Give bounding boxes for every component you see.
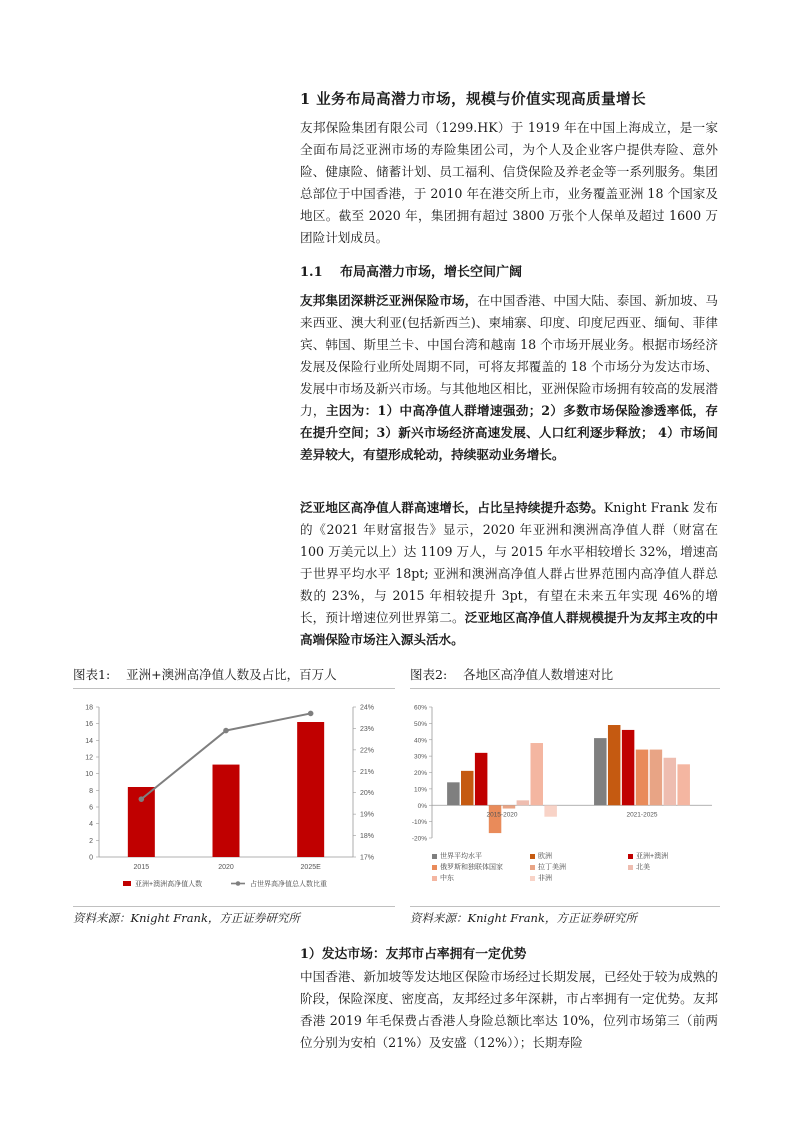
figure1-label: 图表1: (73, 667, 111, 682)
hnwi-growth-chart (410, 697, 720, 905)
figure1-top-rule (73, 688, 395, 689)
intro-paragraph: 友邦保险集团有限公司（1299.HK）于 1919 年在中国上海成立，是一家全面布局泛亚洲市场的寿险集团公司，为个人及企业客户提供寿险、意外险、健康险、储蓄计划、员工福利、信贷保险及养老金等一系列服务。集团总部位于中国香港，于 2010 年在港交所上市，业务覆盖亚洲 18 个国家及地区。截至 2020 年，集团拥有超过 3800 万张个人保单及超过 1600 万团险计划成员。 (300, 120, 718, 245)
y-tick-label: 18 (85, 704, 93, 712)
share-point-2015 (139, 796, 145, 802)
market-paragraph (300, 290, 718, 466)
hnwi-conclusion: 泛亚地区高净值人群规模提升为友邦主攻的中高端保险市场注入源头活水。 (300, 610, 719, 647)
y-tick-label: 16 (85, 721, 93, 729)
x-tick-label: 2015 (133, 864, 150, 871)
legend-swatch (432, 876, 437, 881)
bar-2021-2025-北美 (664, 758, 677, 805)
bar-2015-2020-亚洲+澳洲 (475, 753, 488, 805)
y-tick-label: 10 (85, 771, 93, 779)
legend-swatch (432, 854, 437, 859)
y-tick-label: 12 (85, 754, 93, 762)
y2-tick-label: 18% (360, 833, 375, 841)
y-tick-label: 60% (413, 704, 427, 712)
legend-label: 中东 (440, 875, 454, 882)
legend-item (530, 851, 552, 861)
developed-market-paragraph: 中国香港、新加坡等发达地区保险市场经过长期发展，已经处于较为成熟的阶段，保险深度、密度高，友邦经过多年深耕，市占率拥有一定优势。友邦香港 2019 年毛保费占香港人身险总额比率达 10%，位列市场第三（前两位分别为安柏（21%）及安盛（12%））；长期寿险 (300, 969, 718, 1050)
legend-swatch (530, 865, 535, 870)
bar-2015-2020-中东 (531, 743, 544, 805)
bar-2021-2025-俄罗斯和独联体国家 (636, 750, 649, 806)
legend-swatch (432, 865, 437, 870)
legend-marker-line (236, 881, 241, 886)
x-tick-label: 2025E (300, 864, 321, 871)
legend-label-bars: 亚洲+澳洲高净值人数 (135, 881, 203, 888)
figure2-bottom-rule (410, 906, 720, 907)
legend-item (628, 851, 668, 861)
y-tick-label: -20% (411, 835, 427, 843)
bar-2021-2025-世界平均水平 (594, 738, 607, 805)
legend-label: 俄罗斯和独联体国家 (440, 864, 503, 871)
legend-label: 非洲 (538, 875, 552, 882)
market-conclusion: 主因为：1）中高净值人群增速强劲；2）多数市场保险渗透率低，存在提升空间；3）新兴市场经济高速发展、人口红利逐步释放； 4）市场间差异较大，有望形成轮动，持续驱动业务增长。 (300, 403, 719, 462)
section-heading: 1 业务布局高潜力市场，规模与价值实现高质量增长 (300, 91, 647, 108)
y-tick-label: 10% (413, 786, 427, 794)
legend-swatch (530, 876, 535, 881)
bar-2015-2020-世界平均水平 (447, 782, 460, 805)
market-body: 在中国香港、中国大陆、泰国、新加坡、马来西亚、澳大利亚(包括新西兰)、柬埔寨、印度、印度尼西亚、缅甸、菲律宾、韩国、斯里兰卡、中国台湾和越南 18 个市场开展业务。根据市场经济发展及保险行业所处周期不同，可将友邦覆盖的 18 个市场分为发达市场、发展中市场及新兴市场。与其他地区相比，亚洲保险市场拥有较高的发展潜力， (300, 293, 719, 418)
y2-tick-label: 21% (360, 768, 375, 776)
hnwi-count-chart (73, 697, 395, 905)
subsection-number: 1.1 (300, 265, 323, 280)
y-tick-label: 20% (413, 770, 427, 777)
legend-item (530, 862, 566, 872)
developed-market-heading: 1）发达市场：友邦市占率拥有一定优势 (300, 947, 527, 962)
share-point-2025E (308, 711, 314, 717)
legend-item (432, 862, 503, 872)
y-tick-label: 0% (417, 802, 427, 810)
figure1-bottom-rule (73, 906, 395, 907)
subsection-heading (300, 261, 522, 280)
legend-swatch-bars (123, 881, 131, 886)
y-tick-label: 40% (413, 737, 427, 745)
bar-2015-2020-北美 (517, 800, 530, 805)
legend-label: 北美 (636, 864, 650, 871)
legend-item (432, 873, 454, 883)
figure2-label: 图表2: (410, 667, 448, 682)
legend-label-line: 占世界高净值总人数比重 (250, 881, 327, 888)
legend-label: 欧洲 (538, 853, 552, 860)
figure2-source: 资料来源：Knight Frank，方正证券研究所 (410, 911, 637, 925)
figure1-source: 资料来源：Knight Frank，方正证券研究所 (73, 911, 300, 925)
y2-tick-label: 20% (360, 790, 375, 798)
y-tick-label: 6 (89, 804, 93, 812)
bar-2021-2025-亚洲+澳洲 (622, 730, 635, 805)
figure2-title (410, 665, 613, 683)
figure1-caption: 亚洲+澳洲高净值人数及占比，百万人 (126, 667, 337, 682)
y-tick-label: -10% (411, 819, 427, 827)
figure2-caption: 各地区高净值人数增速对比 (463, 667, 614, 682)
y-tick-label: 14 (85, 737, 93, 745)
y-tick-label: 50% (413, 720, 427, 728)
y-tick-label: 2 (89, 837, 93, 845)
subsection-title: 布局高潜力市场，增长空间广阔 (340, 265, 523, 280)
legend-item (628, 862, 650, 872)
y2-tick-label: 23% (360, 725, 375, 733)
hnwi-lead: 泛亚地区高净值人群高速增长，占比呈持续提升态势。 (300, 500, 604, 515)
market-lead: 友邦集团深耕泛亚洲保险市场， (300, 293, 478, 308)
figure2-top-rule (410, 688, 720, 689)
share-point-2020 (223, 728, 229, 734)
x-tick-label: 2021-2025 (626, 811, 658, 819)
legend-label: 亚洲+澳洲 (636, 853, 669, 860)
figure1-title (73, 665, 337, 683)
x-tick-label: 2020 (218, 864, 234, 871)
y-tick-label: 4 (89, 821, 93, 829)
bar-2021-2025-中东 (677, 764, 690, 805)
y-tick-label: 30% (413, 753, 427, 761)
y-tick-label: 8 (89, 787, 93, 795)
y2-tick-label: 17% (360, 854, 375, 862)
bar-2015-2020-非洲 (544, 805, 557, 816)
bar-2015-2020-拉丁美洲 (503, 805, 516, 808)
legend-label: 世界平均水平 (440, 853, 482, 860)
legend-item (530, 873, 552, 883)
x-tick-label: 2015-2020 (486, 811, 518, 819)
legend-label: 拉丁美洲 (538, 864, 566, 871)
legend-item (432, 851, 482, 861)
bar-2021-2025-欧洲 (608, 725, 621, 805)
bar-2015-2020-欧洲 (461, 771, 474, 805)
y-tick-label: 0 (89, 854, 93, 862)
bar-2021-2025-拉丁美洲 (650, 750, 663, 806)
bar-2025E (297, 722, 324, 857)
legend-swatch (530, 854, 535, 859)
y2-tick-label: 24% (360, 704, 375, 712)
bar-2015-2020-俄罗斯和独联体国家 (489, 805, 502, 833)
bar-2020 (213, 765, 240, 857)
hnwi-paragraph (300, 497, 718, 651)
hnwi-body: Knight Frank 发布的《2021 年财富报告》显示，2020 年亚洲和澳洲高净值人群（财富在 100 万美元以上）达 1109 万人，与 2015 年水平相较增长 32%，增速高于世界平均水平 18pt; 亚洲和澳洲高净值人群占世界范围内高净值人群总数的 23%，与 2015 年相较提升 3pt，有望在未来五年实现 46%的增长，预计增速位列世界第二。 (300, 500, 719, 625)
legend-swatch (628, 865, 633, 870)
y2-tick-label: 22% (360, 747, 375, 755)
legend-swatch (628, 854, 633, 859)
y2-tick-label: 19% (360, 811, 375, 819)
